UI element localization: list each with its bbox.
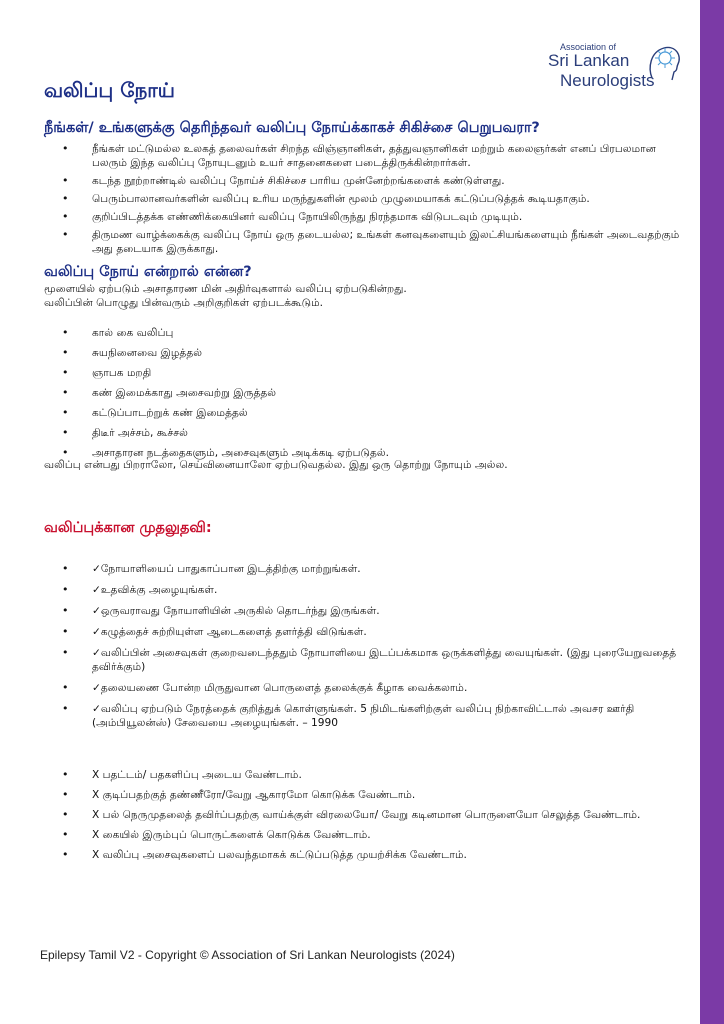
- list-item: • X குடிப்பதற்குத் தண்ணீரோ/வேறு ஆகாரமோ கொடுக்க வேண்டாம்.: [62, 788, 682, 802]
- list-item: • கடந்த நூற்றாண்டில் வலிப்பு நோய்ச் சிகிச்சை பாரிய முன்னேற்றங்களைக் கண்டுள்ளது.: [62, 174, 682, 188]
- intro-text-1: மூளையில் ஏற்படும் அசாதாரண மின் அதிர்வுகளால் வலிப்பு ஏற்படுகின்றது.: [44, 283, 407, 295]
- list-item: • கண் இமைக்காது அசைவற்று இருத்தல்: [62, 386, 682, 400]
- section-heading-what-is: வலிப்பு நோய் என்றால் என்ன?: [44, 264, 252, 280]
- first-aid-do-list: [62, 562, 682, 737]
- list-item: • ✓கழுத்தைச் சுற்றியுள்ள ஆடைகளைத் தளர்த்தி விடுங்கள்.: [62, 625, 682, 639]
- brain-head-icon: [638, 38, 686, 86]
- list-item: • X பல் நெருமுதலைத் தவிர்ப்பதற்கு வாய்க்குள் விரலையோ/ வேறு கடினமான பொருளையோ செலுத்த வேண்டாம்.: [62, 808, 682, 822]
- intro-text-2: வலிப்பின் பொழுது பின்வரும் அறிகுறிகள் ஏற்படக்கூடும்.: [44, 297, 324, 309]
- list-item: • நீங்கள் மட்டுமல்ல உலகத் தலைவர்கள் சிறந்த விஞ்ஞானிகள், தத்துவஞானிகள் மற்றும் கலைஞர்கள் எனப் பிரபலமான பலரும் இந்த வலிப்பு நோயுடனும் உயர் சாதனைகளை படைத்திருக்கின்றார்கள்.: [62, 142, 682, 170]
- list-item: • ✓தலையணை போன்ற மிருதுவான பொருளைத் தலைக்குக் கீழாக வைக்கலாம்.: [62, 681, 682, 695]
- list-item: • பெரும்பாலானவர்களின் வலிப்பு உரிய மருந்துகளின் மூலம் முழுமையாகக் கட்டுப்படுத்தக் கூடியதாகும்.: [62, 192, 682, 206]
- section-heading-first-aid: வலிப்புக்கான முதலுதவி:: [44, 520, 212, 536]
- symptoms-list: [62, 326, 682, 466]
- list-item: • ✓வலிப்பு ஏற்படும் நேரத்தைக் குறித்துக் கொள்ளுங்கள். 5 நிமிடங்களிற்குள் வலிப்பு நிற்காவிட்டால் அவசர ஊர்தி (அம்பியூலன்ஸ்) சேவையை அழையுங்கள். – 1990: [62, 702, 682, 730]
- list-item: • திடீர் அச்சம், கூச்சல்: [62, 426, 682, 440]
- list-item: • ✓உதவிக்கு அழையுங்கள்.: [62, 583, 682, 597]
- page-title: வலிப்பு நோய்: [44, 78, 175, 102]
- list-item: • X பதட்டம்/ பதகளிப்பு அடைய வேண்டாம்.: [62, 768, 682, 782]
- list-item: • திருமண வாழ்க்கைக்கு வலிப்பு நோய் ஒரு தடையல்ல; உங்கள் கனவுகளையும் இலட்சியங்களையும் நீங்கள் அடைவதற்கும் அது தடையாக இருக்காது.: [62, 228, 682, 256]
- treatment-facts-list: [62, 142, 682, 260]
- list-item: • X கையில் இரும்புப் பொருட்களைக் கொடுக்க வேண்டாம்.: [62, 828, 682, 842]
- logo: [548, 38, 698, 96]
- list-item: • அசாதாரன நடத்தைகளும், அசைவுகளும் அடிக்கடி ஏற்படுதல்.: [62, 446, 682, 460]
- footer-copyright: Epilepsy Tamil V2 - Copyright © Association of Sri Lankan Neurologists (2024): [40, 948, 455, 962]
- list-item: • குறிப்பிடத்தக்க எண்ணிக்கையினர் வலிப்பு நோயிலிருந்து நிரந்தமாக விடுபடவும் முடியும்.: [62, 210, 682, 224]
- list-item: • கால் கை வலிப்பு: [62, 326, 682, 340]
- list-item: • ✓நோயாளியைப் பாதுகாப்பான இடத்திற்கு மாற்றுங்கள்.: [62, 562, 682, 576]
- list-item: • ✓வலிப்பின் அசைவுகள் குறைவடைந்ததும் நோயாளியை இடப்பக்கமாக ஒருக்களித்து வையுங்கள். (இது புரையேறுவதைத் தவிர்க்கும்): [62, 646, 682, 674]
- list-item: • சுயநினைவை இழத்தல்: [62, 346, 682, 360]
- logo-line-1: Association of: [560, 42, 617, 52]
- list-item: • கட்டுப்பாடற்றுக் கண் இமைத்தல்: [62, 406, 682, 420]
- list-item: • ✓ஒருவராவது நோயாளியின் அருகில் தொடர்ந்து இருங்கள்.: [62, 604, 682, 618]
- accent-sidebar: [700, 0, 724, 1024]
- first-aid-dont-list: [62, 768, 682, 868]
- myth-note: வலிப்பு என்பது பிறராலோ, செய்வினையாலோ ஏற்படுவதல்ல. இது ஒரு தொற்று நோயும் அல்ல.: [44, 459, 508, 471]
- list-item: • ஞாபக மறதி: [62, 366, 682, 380]
- logo-line-2: Sri Lankan: [548, 51, 630, 70]
- list-item: • X வலிப்பு அசைவுகளைப் பலவந்தமாகக் கட்டுப்படுத்த முயற்சிக்க வேண்டாம்.: [62, 848, 682, 862]
- logo-line-3: Neurologists: [560, 71, 655, 90]
- section-heading-treatment: நீங்கள்/ உங்களுக்கு தெரிந்தவர் வலிப்பு நோய்க்காகச் சிகிச்சை பெறுபவரா?: [44, 120, 540, 136]
